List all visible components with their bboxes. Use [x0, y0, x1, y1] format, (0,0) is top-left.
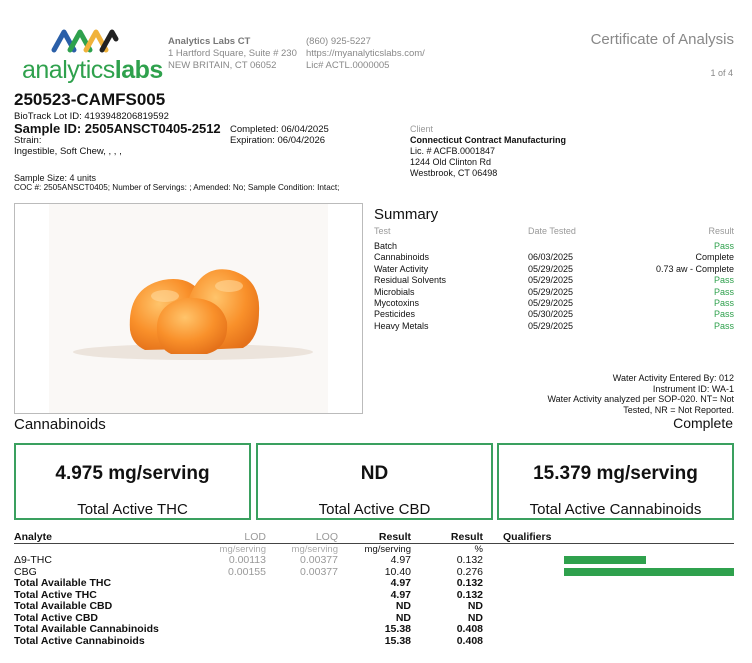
cell-loq: 0.00377 — [300, 565, 338, 578]
product-image — [15, 204, 362, 413]
matrix: Ingestible, Soft Chew, , , , — [14, 146, 122, 157]
cell-r2: 0.132 — [456, 577, 483, 589]
cannabinoids-title: Cannabinoids — [14, 416, 106, 433]
cell-analyte: Total Active THC — [14, 588, 97, 601]
kpi-total-active-cbd: ND Total Active CBD — [256, 443, 493, 520]
cell-r2: ND — [467, 611, 483, 624]
summary-date: 06/03/2025 — [528, 252, 574, 263]
summary-row — [374, 298, 734, 309]
table-row — [14, 601, 734, 613]
cell-analyte: Total Available THC — [14, 577, 112, 589]
cell-r2: ND — [467, 600, 483, 612]
cell-r1: 4.97 — [390, 554, 411, 566]
client-block: Connecticut Contract Manufacturing Lic. # ACFB.0001847 1244 Old Clinton Rd Westbrook, CT 06498 — [410, 135, 567, 178]
cell-lod: 0.00113 — [228, 554, 266, 566]
water-activity-notes — [548, 373, 735, 415]
completed-date: Completed: 06/04/2025 — [230, 124, 329, 135]
logo-wordmark: analyticslabs — [22, 56, 163, 84]
cell-r1: 15.38 — [384, 634, 411, 647]
client-label: Client — [410, 124, 434, 134]
note-line: Instrument ID: WA-1 — [652, 383, 734, 394]
summary-row — [374, 321, 734, 332]
cannabinoid-table — [14, 555, 734, 647]
summary-row — [374, 287, 734, 298]
summary-result: Complete — [695, 252, 734, 263]
page-number: 1 of 4 — [710, 68, 733, 78]
summary-date: 05/30/2025 — [528, 309, 574, 320]
cell-analyte: Total Available Cannabinoids — [14, 623, 159, 635]
col-loq: LOQ — [315, 531, 338, 543]
lab-contact: (860) 925-5227 https://myanalyticslabs.com/ Lic# ACTL.0000005 — [306, 36, 425, 71]
summary-test: Water Activity — [374, 263, 429, 274]
qualifier-bar — [564, 556, 646, 564]
unit-loq: mg/serving — [291, 544, 338, 555]
table-row — [14, 590, 734, 602]
summary-date: 05/29/2025 — [528, 320, 574, 331]
table-row — [14, 624, 734, 636]
sample-size: Sample Size: 4 units — [14, 173, 97, 183]
cell-r1: 10.40 — [384, 565, 411, 578]
cell-r1: 4.97 — [390, 577, 411, 589]
summary-header-date: Date Tested — [528, 226, 576, 236]
logo-mark-icon — [50, 24, 120, 56]
cell-r1: 4.97 — [390, 588, 411, 601]
summary-table — [374, 241, 734, 332]
batch-id: 250523-CAMFS005 — [14, 90, 166, 109]
col-qualifiers: Qualifiers — [503, 531, 552, 543]
summary-header-test: Test — [374, 226, 391, 236]
col-result-mg: Result — [378, 531, 411, 543]
note-line: Water Activity analyzed per SOP-020. NT= Not — [547, 394, 734, 404]
sample-id: Sample ID: 2505ANSCT0405-2512 — [14, 121, 221, 136]
unit-lod: mg/serving — [219, 544, 266, 555]
summary-date: 05/29/2025 — [528, 286, 574, 297]
cell-analyte: Total Available CBD — [14, 600, 113, 612]
summary-row — [374, 275, 734, 286]
lab-address: Analytics Labs CT 1 Hartford Square, Suite # 230 NEW BRITAIN, CT 06052 — [168, 36, 297, 71]
summary-test: Microbials — [374, 286, 415, 297]
summary-result: Pass — [713, 320, 734, 331]
summary-date: 05/29/2025 — [528, 297, 574, 308]
kpi-total-active-cannabinoids: 15.379 mg/serving Total Active Cannabinoids — [497, 443, 734, 520]
cell-r2: 0.132 — [456, 554, 483, 566]
cell-loq: 0.00377 — [300, 554, 338, 566]
col-analyte: Analyte — [14, 531, 52, 543]
summary-date: 05/29/2025 — [528, 275, 574, 286]
table-row — [14, 567, 734, 579]
col-result-pct: Result — [450, 531, 483, 543]
summary-result: Pass — [713, 241, 734, 251]
cell-r1: 15.38 — [384, 623, 411, 635]
kpi-total-active-thc: 4.975 mg/serving Total Active THC — [14, 443, 251, 520]
cell-analyte: Total Active CBD — [14, 611, 99, 624]
coc-line: COC #: 2505ANSCT0405; Number of Servings: ; Amended: No; Sample Condition: Intact; — [14, 183, 340, 192]
summary-header-result: Result — [708, 226, 734, 236]
document-title: Certificate of Analysis — [590, 31, 734, 48]
cell-r1: ND — [395, 600, 411, 612]
cell-r2: 0.408 — [456, 634, 483, 647]
summary-test: Heavy Metals — [374, 320, 429, 331]
table-row — [14, 578, 734, 590]
qualifier-bar — [564, 568, 734, 576]
summary-result: Pass — [713, 297, 734, 308]
product-image-frame — [14, 203, 363, 414]
summary-row — [374, 252, 734, 263]
summary-test: Residual Solvents — [374, 275, 447, 286]
summary-row — [374, 309, 734, 320]
expiration-date: Expiration: 06/04/2026 — [230, 135, 326, 146]
strain: Strain: — [14, 135, 42, 146]
cell-analyte: CBG — [14, 565, 37, 578]
col-lod: LOD — [244, 531, 266, 543]
summary-test: Cannabinoids — [374, 252, 430, 263]
cell-r2: 0.276 — [456, 565, 483, 578]
summary-test: Batch — [374, 241, 398, 251]
cell-lod: 0.00155 — [228, 565, 266, 578]
cell-analyte: Δ9-THC — [14, 554, 52, 566]
note-line: Tested, NR = Not Reported. — [623, 404, 734, 415]
cell-r2: 0.132 — [456, 588, 483, 601]
summary-title: Summary — [374, 206, 439, 223]
unit-result-mg: mg/serving — [364, 544, 411, 555]
cell-analyte: Total Active Cannabinoids — [14, 634, 145, 647]
summary-result: Pass — [713, 309, 734, 320]
cell-r1: ND — [395, 611, 411, 624]
summary-result: Pass — [713, 275, 734, 286]
summary-date: 05/29/2025 — [528, 263, 574, 274]
summary-row — [374, 241, 734, 252]
summary-test: Mycotoxins — [374, 297, 420, 308]
summary-result: 0.73 aw - Complete — [655, 263, 734, 274]
biotrack-lot: BioTrack Lot ID: 4193948206819592 — [14, 111, 169, 122]
table-row — [14, 555, 734, 567]
note-line: Water Activity Entered By: 012 — [612, 373, 734, 383]
table-row — [14, 636, 734, 648]
summary-test: Pesticides — [374, 309, 416, 320]
summary-result: Pass — [713, 286, 734, 297]
summary-row — [374, 264, 734, 275]
cell-r2: 0.408 — [456, 623, 483, 635]
unit-result-pct: % — [474, 544, 483, 555]
cannabinoids-status: Complete — [673, 415, 733, 431]
